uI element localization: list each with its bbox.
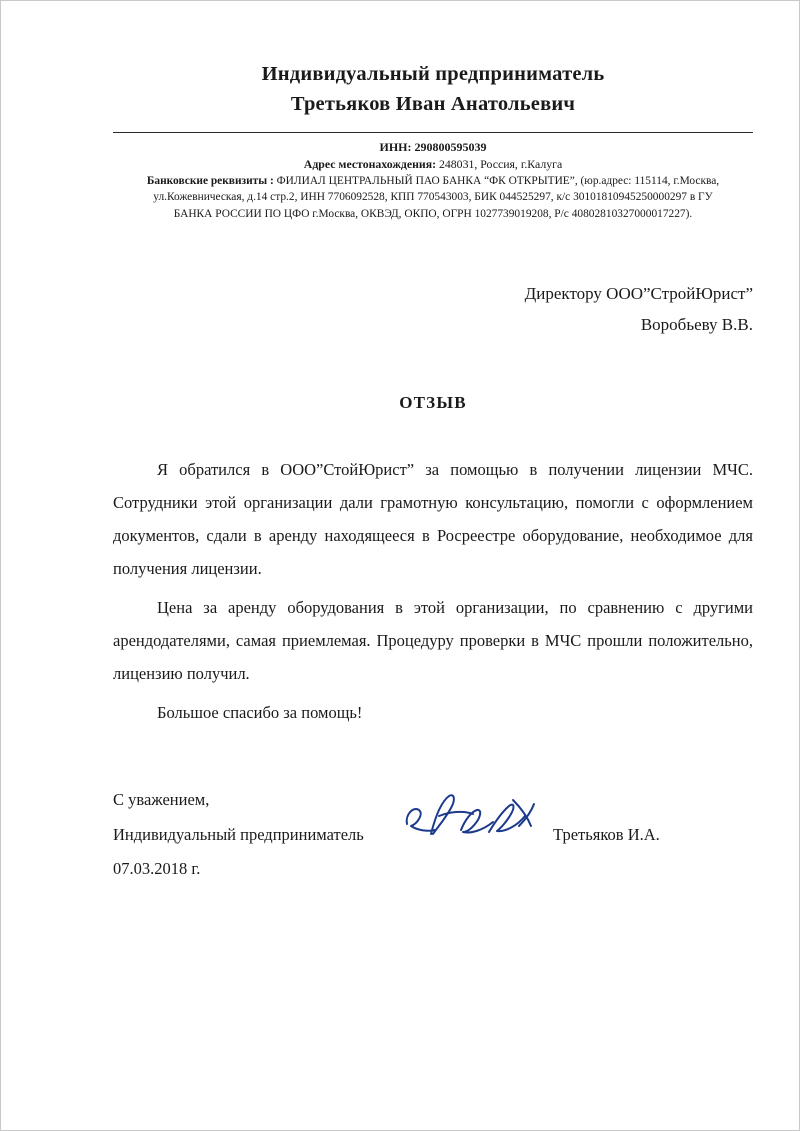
page-title: ОТЗЫВ	[399, 392, 467, 412]
requisites-inn: ИНН: 290800595039	[379, 140, 487, 155]
paragraph-3: Большое спасибо за помощь!	[157, 702, 363, 722]
requisites-bank-value-1: ФИЛИАЛ ЦЕНТРАЛЬНЫЙ ПАО БАНКА “ФК ОТКРЫТИЕ”, (юр.адрес: 115114, г.Москва,	[276, 175, 720, 188]
signature-closing-row	[113, 783, 753, 818]
requisites-address-value: 248031, Россия, г.Калуга	[438, 157, 563, 172]
requisites-block	[113, 139, 753, 221]
signature-role: Индивидуальный предприниматель	[113, 824, 364, 844]
requisites-bank-line-2: ул.Кожевническая, д.14 стр.2, ИНН 7706092528, КПП 770543003, БИК 044525297, к/с 30101810945250000297 в ГУ	[153, 191, 713, 204]
signature-date: 07.03.2018 г.	[113, 859, 201, 879]
requisites-address	[113, 156, 753, 173]
requisites-address-label: Адрес местонахождения:	[303, 157, 437, 172]
document-content	[113, 61, 753, 729]
signature-closing: С уважением,	[113, 790, 210, 809]
requisites-bank-label: Банковские реквизиты :	[146, 175, 274, 188]
header-divider	[113, 132, 753, 133]
addressee-line-1: Директору ООО”СтройЮрист”	[524, 283, 753, 303]
body-text	[113, 453, 753, 729]
letterhead	[113, 61, 753, 118]
signature-role-row	[113, 818, 753, 853]
paragraph-1: Я обратился в ООО”СтойЮрист” за помощью в получении лицензии МЧС. Сотрудники этой организации дали грамотную консультацию, помогли с оформлением документов, сдали в аренду находящееся в Росреестре оборудование, необходимое для получения лицензии.	[113, 459, 753, 578]
addressee-line-2: Воробьеву В.В.	[640, 315, 753, 335]
signature-date-row	[113, 852, 753, 887]
signature-block	[113, 783, 753, 887]
requisites-bank-line-3: БАНКА РОССИИ ПО ЦФО г.Москва, ОКВЭД, ОКПО, ОГРН 1027739019208, Р/с 40802810327000017227).	[173, 207, 693, 220]
letterhead-line-1: Индивидуальный предприниматель	[261, 63, 605, 85]
signature-name: Третьяков И.А.	[553, 824, 660, 844]
requisites-bank-line-1	[113, 173, 753, 189]
paragraph-2: Цена за аренду оборудования в этой организации, по сравнению с другими арендодателями, самая приемлемая. Процедуру проверки в МЧС прошли положительно, лицензию получил.	[113, 597, 753, 683]
letterhead-line-2: Третьяков Иван Анатольевич	[290, 92, 576, 115]
addressee-block	[113, 278, 753, 341]
